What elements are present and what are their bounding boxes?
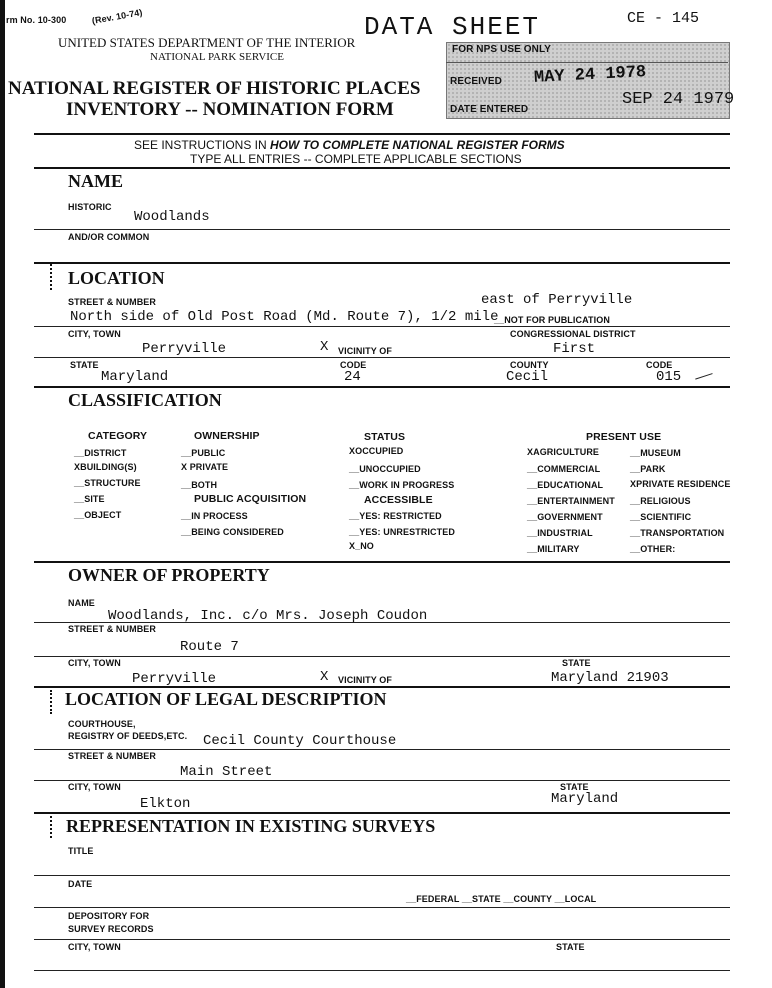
location-code-value: 24 <box>344 369 361 385</box>
legal-street-label: STREET & NUMBER <box>68 751 157 761</box>
use-option: __INDUSTRIAL <box>527 528 593 538</box>
form-title-line2: INVENTORY -- NOMINATION FORM <box>66 99 394 120</box>
date-entered-label: DATE ENTERED <box>450 104 529 115</box>
owner-street-value: Route 7 <box>180 639 239 655</box>
nps-box-divider <box>446 62 728 63</box>
classification-heading: CLASSIFICATION <box>68 390 222 410</box>
acquisition-option: __IN PROCESS <box>181 511 248 521</box>
owner-state-label: STATE <box>562 658 591 668</box>
use-option: XPRIVATE RESIDENCE <box>630 479 731 489</box>
legal-state-label: STATE <box>560 782 589 792</box>
owner-name-line <box>34 622 730 623</box>
location-state-value: Maryland <box>101 369 169 385</box>
category-option: XBUILDING(S) <box>74 462 137 472</box>
use-option: __RELIGIOUS <box>630 496 691 506</box>
survey-city-line <box>34 970 730 971</box>
registry-label: REGISTRY OF DEEDS,ETC. <box>68 731 188 741</box>
location-vicinity-mark: X <box>320 339 329 355</box>
use-option: __EDUCATIONAL <box>527 480 604 490</box>
category-option: __OBJECT <box>74 510 122 520</box>
location-street-value: North side of Old Post Road (Md. Route 7), 1/2 mile <box>70 309 499 325</box>
legal-heading: LOCATION OF LEGAL DESCRIPTION <box>65 689 387 709</box>
use-option: __OTHER: <box>630 544 676 554</box>
owner-vicinity-mark: X <box>320 669 329 685</box>
status-header: STATUS <box>364 431 406 443</box>
received-date: MAY 24 1978 <box>533 63 647 88</box>
owner-state-value: Maryland 21903 <box>551 670 669 686</box>
owner-name-value: Woodlands, Inc. c/o Mrs. Joseph Coudon <box>108 608 428 624</box>
instructions-line1 <box>134 138 565 152</box>
location-city-line <box>34 357 730 358</box>
courthouse-line <box>34 749 730 750</box>
name-heading: NAME <box>68 171 123 191</box>
use-option: __PARK <box>630 464 666 474</box>
department-name: UNITED STATES DEPARTMENT OF THE INTERIOR <box>58 35 356 50</box>
status-option: __UNOCCUPIED <box>349 464 421 474</box>
congressional-district-label: CONGRESSIONAL DISTRICT <box>510 329 636 339</box>
location-street-line <box>34 326 730 327</box>
historic-line <box>34 229 730 230</box>
surveys-heading: REPRESENTATION IN EXISTING SURVEYS <box>66 816 436 836</box>
accessible-option: __YES: UNRESTRICTED <box>349 527 455 537</box>
instructions-rule <box>34 167 730 169</box>
legal-city-label: CITY, TOWN <box>68 782 121 792</box>
form-number: rm No. 10-300 <box>6 15 67 25</box>
legal-street-line <box>34 780 730 781</box>
owner-city-label: CITY, TOWN <box>68 658 121 668</box>
location-street-label: STREET & NUMBER <box>68 297 157 307</box>
ownership-option: __PUBLIC <box>181 448 226 458</box>
nps-use-only-label: FOR NPS USE ONLY <box>452 44 552 55</box>
status-option: __WORK IN PROGRESS <box>349 480 455 490</box>
historic-label: HISTORIC <box>68 202 112 212</box>
use-option: __MILITARY <box>527 544 580 554</box>
courthouse-label: COURTHOUSE, <box>68 719 136 729</box>
data-sheet-stamp: DATA SHEET <box>364 12 541 42</box>
survey-date-line <box>34 907 730 908</box>
location-heading: LOCATION <box>68 268 165 288</box>
instructions-line2: TYPE ALL ENTRIES -- COMPLETE APPLICABLE SECTIONS <box>190 152 522 166</box>
category-option: __SITE <box>74 494 105 504</box>
congressional-district-value: First <box>553 341 596 357</box>
instructions-title: HOW TO COMPLETE NATIONAL REGISTER FORMS <box>270 138 565 152</box>
survey-date-label: DATE <box>68 879 93 889</box>
depository-label-1: DEPOSITORY FOR <box>68 911 150 921</box>
owner-section-rule <box>34 686 730 688</box>
present-use-header: PRESENT USE <box>586 431 662 443</box>
courthouse-value: Cecil County Courthouse <box>203 733 397 749</box>
form-title-line1: NATIONAL REGISTER OF HISTORIC PLACES <box>8 78 421 99</box>
header-rule <box>34 133 730 135</box>
category-option: __DISTRICT <box>74 448 127 458</box>
location-street-value-cont: east of Perryville <box>481 292 633 308</box>
location-city-label: CITY, TOWN <box>68 329 121 339</box>
acquisition-option: __BEING CONSIDERED <box>181 527 284 537</box>
location-code-label: CODE <box>340 360 367 370</box>
use-option: __ENTERTAINMENT <box>527 496 615 506</box>
status-option: XOCCUPIED <box>349 446 404 456</box>
accessible-header: ACCESSIBLE <box>364 494 433 506</box>
ownership-header: OWNERSHIP <box>194 430 260 442</box>
location-state-label: STATE <box>70 360 99 370</box>
location-code2-value: 015 <box>656 369 682 385</box>
location-code2-label: CODE <box>646 360 673 370</box>
accessible-option: __YES: RESTRICTED <box>349 511 442 521</box>
section-mark <box>50 816 54 838</box>
historic-name: Woodlands <box>134 209 210 225</box>
received-label: RECEIVED <box>450 76 502 87</box>
location-county-label: COUNTY <box>510 360 549 370</box>
owner-name-label: NAME <box>68 598 95 608</box>
use-option: __GOVERNMENT <box>527 512 603 522</box>
owner-vicinity-label: VICINITY OF <box>338 675 392 685</box>
owner-street-line <box>34 656 730 657</box>
location-vicinity-label: VICINITY OF <box>338 346 392 356</box>
survey-city-label: CITY, TOWN <box>68 942 121 952</box>
survey-state-label: STATE <box>556 942 585 952</box>
category-header: CATEGORY <box>88 430 148 442</box>
instructions-prefix: SEE INSTRUCTIONS IN <box>134 138 271 152</box>
common-name-label: AND/OR COMMON <box>68 232 150 242</box>
date-entered-value: SEP 24 1979 <box>622 90 735 109</box>
survey-title-label: TITLE <box>68 846 94 856</box>
location-county-value: Cecil <box>506 369 549 385</box>
legal-street-value: Main Street <box>180 764 273 780</box>
classification-section-rule <box>34 561 730 563</box>
depository-label-2: SURVEY RECORDS <box>68 924 154 934</box>
name-section-rule <box>34 262 730 264</box>
survey-title-line <box>34 875 730 876</box>
legal-section-rule <box>34 812 730 814</box>
survey-scope-options: __FEDERAL __STATE __COUNTY __LOCAL <box>406 894 597 904</box>
ownership-option: __BOTH <box>181 480 218 490</box>
section-mark <box>50 690 54 714</box>
use-option: __COMMERCIAL <box>527 464 601 474</box>
form-revision: (Rev. 10-74) <box>91 7 144 26</box>
use-option: __TRANSPORTATION <box>630 528 725 538</box>
page-left-edge <box>0 0 5 988</box>
use-option: __SCIENTIFIC <box>630 512 692 522</box>
use-option: XAGRICULTURE <box>527 447 600 457</box>
owner-street-label: STREET & NUMBER <box>68 624 157 634</box>
section-mark <box>50 264 54 290</box>
owner-city-value: Perryville <box>132 671 217 687</box>
not-for-publication: __NOT FOR PUBLICATION <box>494 315 610 325</box>
service-name: NATIONAL PARK SERVICE <box>150 51 284 63</box>
legal-city-value: Elkton <box>140 796 191 812</box>
use-option: __MUSEUM <box>630 448 681 458</box>
location-section-rule <box>34 386 730 388</box>
location-city-value: Perryville <box>142 341 227 357</box>
check-tick-icon <box>693 367 712 379</box>
accessible-option: X_NO <box>349 541 374 551</box>
owner-heading: OWNER OF PROPERTY <box>68 565 270 585</box>
ce-number: CE - 145 <box>627 10 700 27</box>
category-option: __STRUCTURE <box>74 478 141 488</box>
depository-line <box>34 939 730 940</box>
public-acquisition-header: PUBLIC ACQUISITION <box>194 493 307 505</box>
legal-state-value: Maryland <box>551 791 619 807</box>
ownership-option: X PRIVATE <box>181 462 229 472</box>
